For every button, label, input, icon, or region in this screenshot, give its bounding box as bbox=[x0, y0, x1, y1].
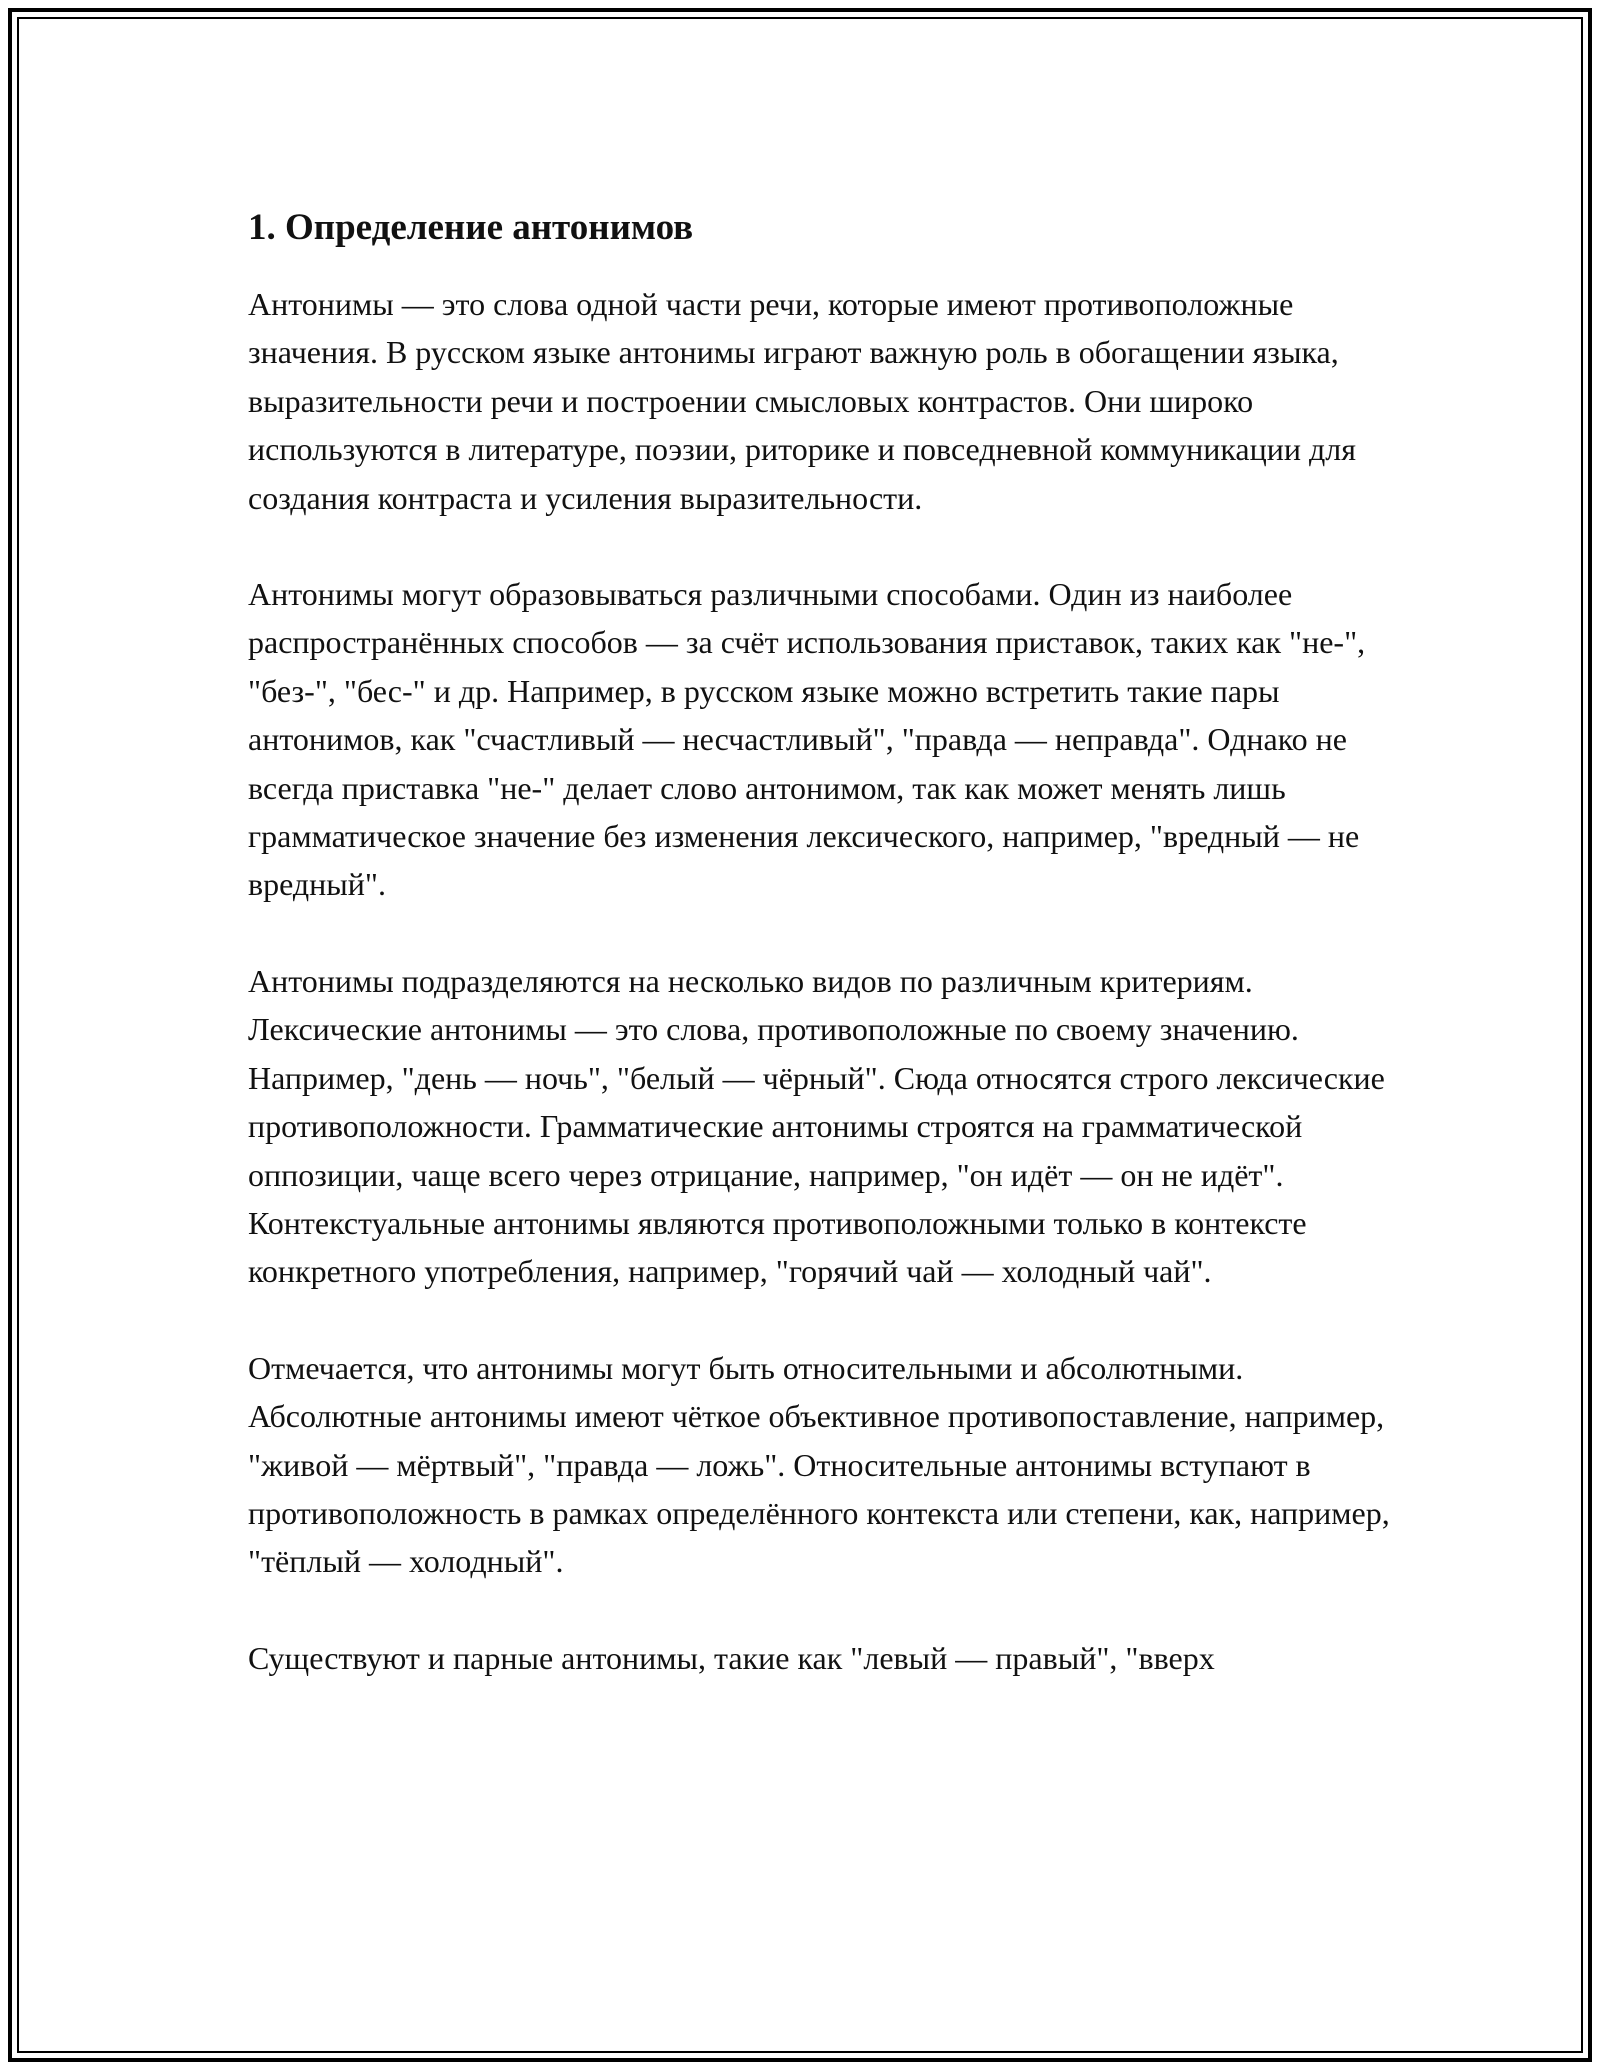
document-content bbox=[248, 200, 1398, 1730]
paragraph-absolute-relative: Отмечается, что антонимы могут быть относительными и абсолютными. Абсолютные антонимы имеют чёткое объективное противопоставление, например, "живой — мёртвый", "правда — ложь". Относительные антонимы вступают в противоположность в рамках определённого контекста или степени, как, например, "тёплый — холодный". bbox=[248, 1349, 1390, 1580]
paragraph-paired: Существуют и парные антонимы, такие как "левый — правый", "вверх bbox=[248, 1639, 1215, 1676]
page-frame bbox=[8, 8, 1592, 2062]
paragraph-formation: Антонимы могут образовываться различными способами. Один из наиболее распространённых способов — за счёт использования приставок, таких как "не-", "без-", "бес-" и др. Например, в русском языке можно встретить такие пары антонимов, как "счастливый — несчастливый", "правда — неправда". Однако не всегда приставка "не-" делает слово антонимом, так как может менять лишь грамматическое значение без изменения лексического, например, "вредный — не вредный". bbox=[248, 576, 1366, 903]
paragraph-types: Антонимы подразделяются на несколько видов по различным критериям. Лексические антонимы — это слова, противоположные по своему значению. Например, "день — ночь", "белый — чёрный". Сюда относятся строго лексические противоположности. Грамматические антонимы строятся на грамматической оппозиции, чаще всего через отрицание, например, "он идёт — он не идёт". Контекстуальные антонимы являются противоположными только в контексте конкретного употребления, например, "горячий чай — холодный чай". bbox=[248, 962, 1385, 1290]
section-heading: 1. Определение антонимов bbox=[248, 207, 694, 248]
paragraph-definition: Антонимы — это слова одной части речи, которые имеют противоположные значения. В русском языке антонимы играют важную роль в обогащении языка, выразительности речи и построении смысловых контрастов. Они широко используются в литературе, поэзии, риторике и повседневной коммуникации для создания контраста и усиления выразительности. bbox=[248, 286, 1356, 516]
